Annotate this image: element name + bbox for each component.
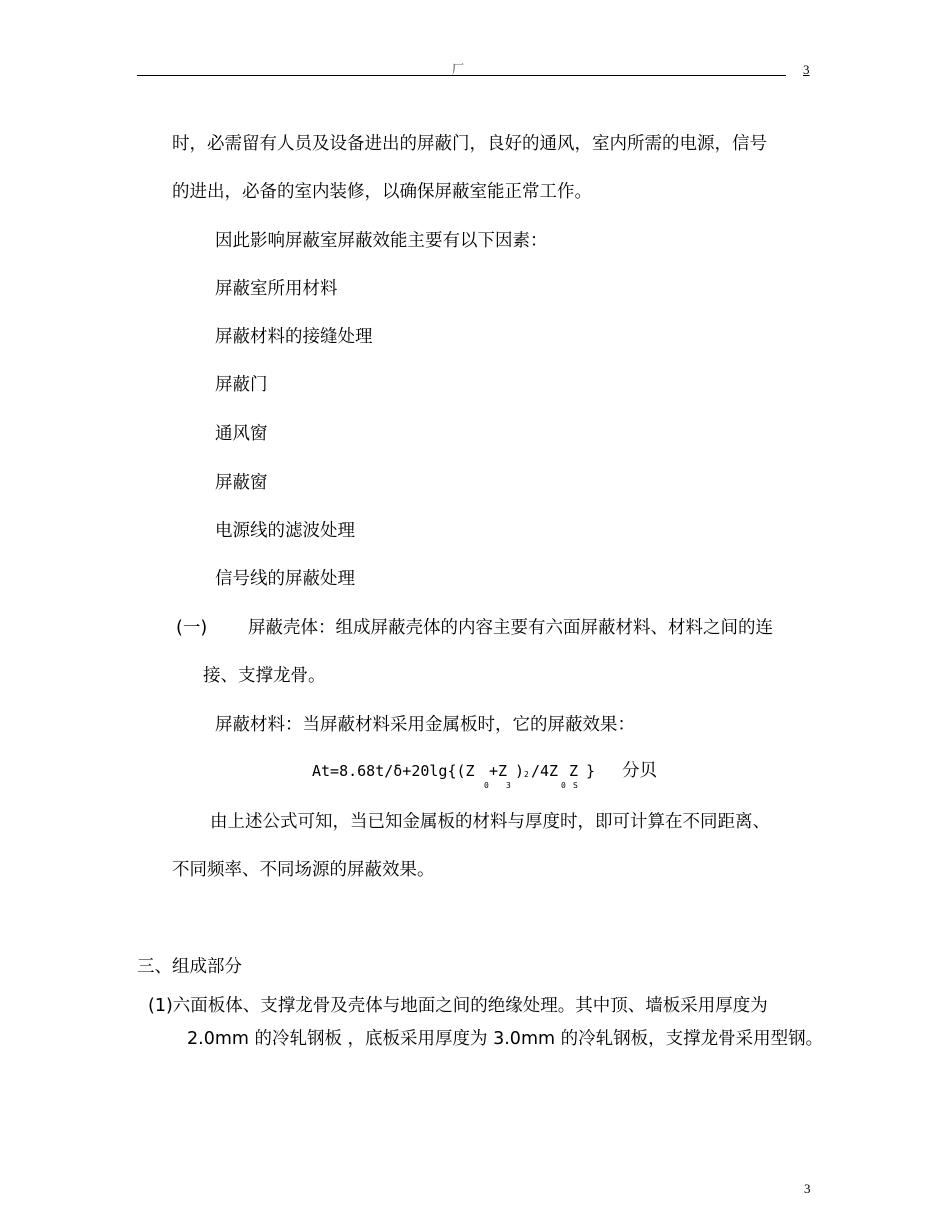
item-line: 2.0mm 的冷轧钢板 ，底板采用厚度为 3.0mm 的冷轧钢板，支撑龙骨采用型钢。 <box>187 1029 824 1049</box>
material-intro: 屏蔽材料：当屏蔽材料采用金属板时，它的屏蔽效果： <box>215 715 635 735</box>
factor-item: 电源线的滤波处理 <box>215 521 355 541</box>
section-text: 屏蔽壳体：组成屏蔽壳体的内容主要有六面屏蔽材料、材料之间的连 <box>248 618 773 638</box>
factor-item: 通风窗 <box>215 424 268 444</box>
shielding-formula <box>312 762 672 794</box>
formula-part: } <box>586 762 596 780</box>
formula-superscript: 2 <box>524 770 529 779</box>
formula-unit: 分贝 <box>622 761 657 781</box>
formula-subscript: 3 <box>506 781 511 790</box>
paragraph-line: 由上述公式可知，当已知金属板的材料与厚度时，即可计算在不同距离、 <box>210 812 770 832</box>
formula-subscript: 0 <box>561 781 566 790</box>
formula-part: At=8.68t/δ+20lg{(Z <box>312 762 475 780</box>
formula-part: +Z <box>489 762 508 780</box>
section-title: 三、组成部分 <box>137 957 242 977</box>
item-line: (1)六面板体、支撑龙骨及壳体与地面之间的绝缘处理。其中顶、墙板采用厚度为 <box>148 996 768 1016</box>
factor-item: 信号线的屏蔽处理 <box>215 569 355 589</box>
formula-subscript: 0 <box>484 781 489 790</box>
section-marker: (一) <box>176 618 208 638</box>
header-rule <box>137 75 786 76</box>
header-page-number: 3 <box>803 62 810 77</box>
paragraph-line: 时，必需留有人员及设备进出的屏蔽门，良好的通风，室内所需的电源，信号 <box>172 134 767 154</box>
formula-subscript: S <box>573 781 578 790</box>
factor-item: 屏蔽窗 <box>215 473 268 493</box>
formula-part: Z <box>569 762 579 780</box>
header-mark: 厂 <box>452 62 465 76</box>
formula-part: /4Z <box>531 762 559 780</box>
paragraph-line: 不同频率、不同场源的屏蔽效果。 <box>172 860 435 880</box>
formula-part: ) <box>515 762 525 780</box>
factors-intro: 因此影响屏蔽室屏蔽效能主要有以下因素： <box>215 231 548 251</box>
footer-page-number: 3 <box>804 1181 811 1196</box>
section-text: 接、支撑龙骨。 <box>203 666 326 686</box>
paragraph-line: 的进出，必备的室内装修，以确保屏蔽室能正常工作。 <box>172 182 592 202</box>
factor-item: 屏蔽门 <box>215 375 268 395</box>
factor-item: 屏蔽材料的接缝处理 <box>215 327 373 347</box>
factor-item: 屏蔽室所用材料 <box>215 279 338 299</box>
